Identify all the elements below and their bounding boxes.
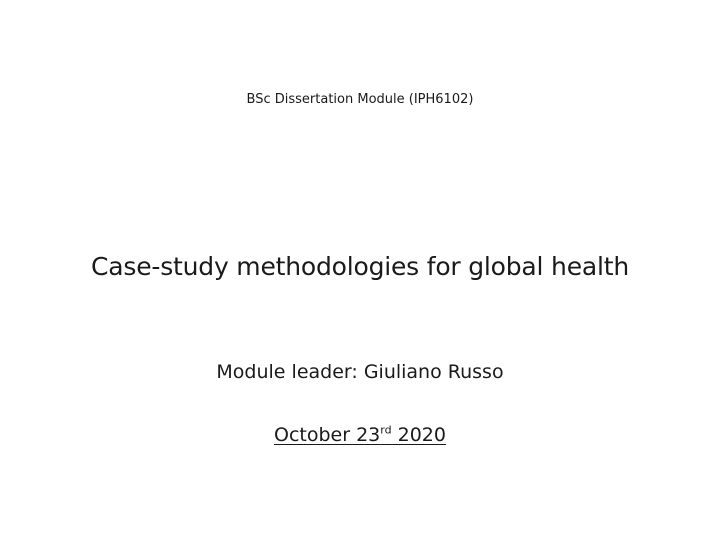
module-code-line: BSc Dissertation Module (IPH6102)	[246, 92, 474, 107]
date-text	[274, 424, 446, 446]
presentation-date	[0, 424, 720, 446]
date-year: 2020	[391, 424, 446, 446]
presentation-title: Case-study methodologies for global health	[91, 252, 629, 281]
date-month-day: October 23	[274, 424, 381, 446]
date-ordinal-suffix: rd	[380, 423, 392, 437]
module-leader-line: Module leader: Giuliano Russo	[216, 361, 504, 383]
